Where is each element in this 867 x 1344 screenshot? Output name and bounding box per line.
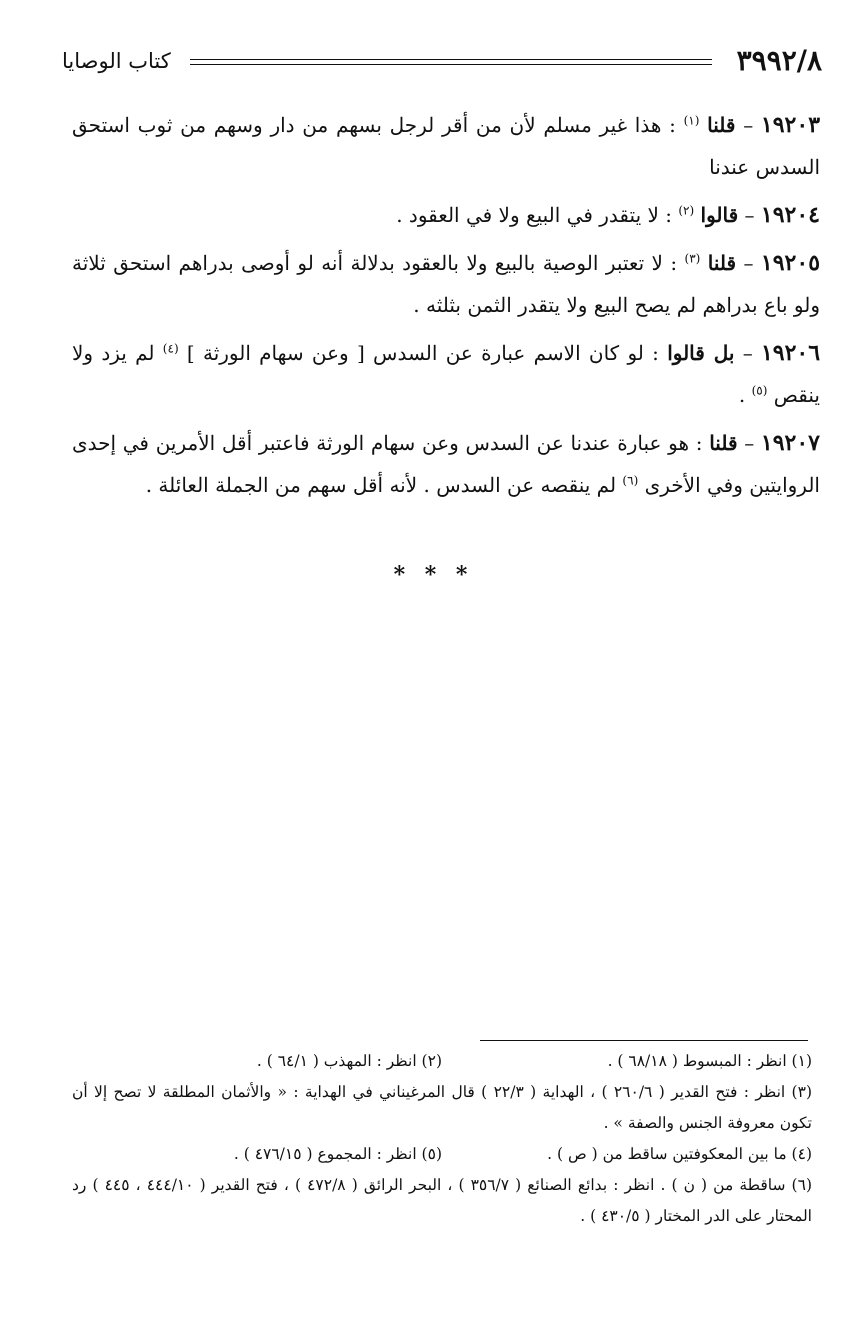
page-header xyxy=(62,44,822,78)
paragraph-19203: ١٩٢٠٣ – قلنا $^{(١)}$ : هذا غير مسلم لأن من أقر لرجل بسهم من دار وسهم من ثوب استحق السدس عندنا xyxy=(72,112,821,179)
footnote-rule xyxy=(480,1040,808,1041)
main-text xyxy=(72,104,820,512)
footnote-3: (٣) انظر : فتح القدير ( ٢٦٠/٦ ) ، الهداية ( ٢٢/٣ ) قال المرغيناني في الهداية : « والأثمان المطلقة لا تصح إلا أن تكون معروفة الجنس والصفة » . xyxy=(72,1083,812,1132)
footnote-1: (١) انظر : المبسوط ( ٦٨/١٨ ) . xyxy=(607,1052,812,1070)
footnote-ref[interactable]: (١) xyxy=(683,113,700,128)
paragraph-text: : هذا غير مسلم لأن من أقر لرجل بسهم من دار وسهم من ثوب استحق السدس عندنا xyxy=(72,113,820,179)
paragraph-lead: قالوا xyxy=(700,203,739,227)
paragraph-text: : لا يتقدر في البيع ولا في العقود . xyxy=(396,203,672,227)
paragraph-19207: ١٩٢٠٧ – قلنا : هو عبارة عندنا عن السدس وعن سهام الورثة فاعتبر أقل الأمرين في إحدى الروايتين وفي الأخرى $^{(٦)}$ لم ينقصه عن السدس . لأنه أقل سهم من الجملة العائلة . xyxy=(72,430,820,497)
paragraph-number: ١٩٢٠٤ xyxy=(760,202,820,228)
paragraph-text: . xyxy=(738,383,746,407)
footnote-2: (٢) انظر : المهذب ( ٦٤/١ ) . xyxy=(256,1052,442,1070)
paragraph-lead: قلنا xyxy=(707,251,737,275)
footnote-ref[interactable]: (٦) xyxy=(622,473,639,488)
paragraph-number: ١٩٢٠٦ xyxy=(760,340,821,366)
footnote-4: (٤) ما بين المعكوفتين ساقط من ( ص ) . xyxy=(547,1145,812,1163)
paragraph-text: لم يزد ولا ينقص xyxy=(72,341,820,407)
paragraph-19206: ١٩٢٠٦ – بل قالوا : لو كان الاسم عبارة عن السدس [ وعن سهام الورثة ] $^{(٤)}$ لم يزد ولا ينقص $^{(٥)}$ . xyxy=(72,340,821,407)
footnote-row xyxy=(72,1046,812,1077)
paragraph-number: ١٩٢٠٧ xyxy=(760,430,820,456)
paragraph-text: : لا تعتبر الوصية بالبيع ولا بالعقود بدلالة أنه لو أوصى بدراهم استحق ثلاثة ولو باع بدراهم لم يصح البيع ولا يتقدر الثمن بثلثه . xyxy=(72,251,820,317)
paragraph-number: ١٩٢٠٣ xyxy=(760,112,821,138)
footnote-row xyxy=(72,1139,812,1170)
header-rule xyxy=(190,59,712,65)
paragraph-lead: قلنا xyxy=(707,113,736,137)
paragraph-number: ١٩٢٠٥ xyxy=(760,250,821,276)
footnote-ref[interactable]: (٤) xyxy=(162,341,179,356)
footnote-ref[interactable]: (٥) xyxy=(751,383,768,398)
footnote-ref[interactable]: (٢) xyxy=(678,203,695,218)
paragraph-text: : لو كان الاسم عبارة عن السدس [ وعن سهام الورثة ] xyxy=(186,341,659,365)
paragraph-lead: بل قالوا xyxy=(667,341,735,365)
section-divider: * * * xyxy=(393,562,474,588)
footnote-6: (٦) ساقطة من ( ن ) . انظر : بدائع الصنائع ( ٣٥٦/٧ ) ، البحر الرائق ( ٤٧٢/٨ ) ، فتح القدير ( ٤٤٤/١٠ ، ٤٤٥ ) رد المحتار على الدر المختار ( ٤٣٠/٥ ) . xyxy=(72,1176,812,1225)
paragraph-lead: قلنا xyxy=(709,431,738,455)
paragraph-19204: ١٩٢٠٤ – قالوا $^{(٢)}$ : لا يتقدر في البيع ولا في العقود . xyxy=(396,202,820,228)
footnotes xyxy=(72,1046,812,1232)
running-title: كتاب الوصايا xyxy=(62,49,171,73)
paragraph-text: لم ينقصه عن السدس . لأنه أقل سهم من الجملة العائلة . xyxy=(145,473,617,497)
paragraph-19205: ١٩٢٠٥ – قلنا $^{(٣)}$ : لا تعتبر الوصية بالبيع ولا بالعقود بدلالة أنه لو أوصى بدراهم استحق ثلاثة ولو باع بدراهم لم يصح البيع ولا يتقدر الثمن بثلثه . xyxy=(72,250,821,317)
footnote-ref[interactable]: (٣) xyxy=(684,251,701,266)
paragraph-text: : هو عبارة عندنا عن السدس وعن سهام الورثة فاعتبر أقل الأمرين في إحدى الروايتين وفي الأخرى xyxy=(72,431,820,497)
footnote-5: (٥) انظر : المجموع ( ٤٧٦/١٥ ) . xyxy=(233,1145,442,1163)
page-number: ٣٩٩٢/٨ xyxy=(736,44,822,77)
